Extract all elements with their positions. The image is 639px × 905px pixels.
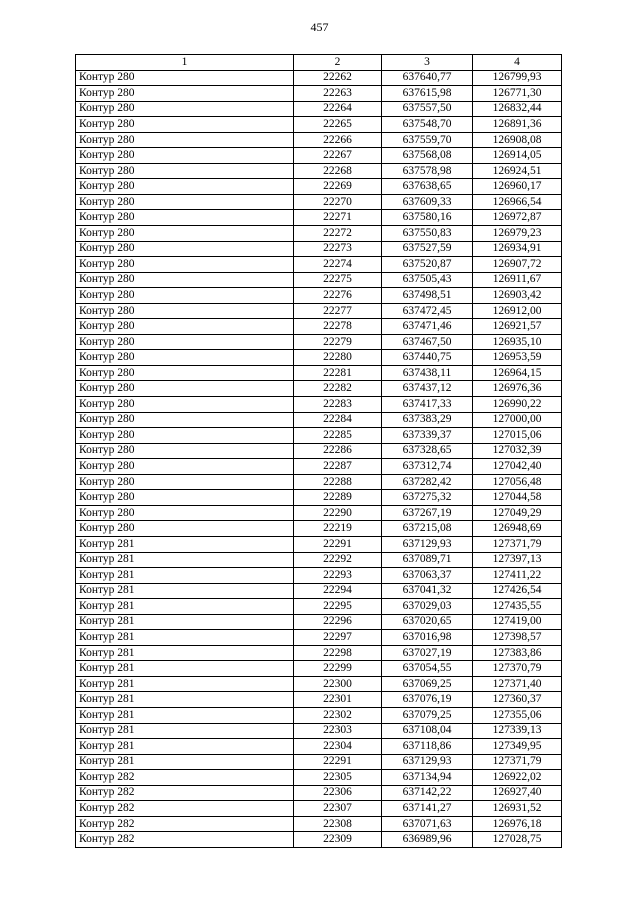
header-col-1: 1 [76,55,294,71]
table-row [76,536,562,552]
contour-name-cell: Контур 281 [76,645,294,661]
contour-name-cell: Контур 281 [76,599,294,615]
contour-name-cell: Контур 280 [76,288,294,304]
table-row [76,785,562,801]
y-coordinate-cell: 127042,40 [473,459,562,475]
contour-name-cell: Контур 281 [76,739,294,755]
x-coordinate-cell: 637076,19 [382,692,473,708]
contour-name-cell: Контур 281 [76,754,294,770]
point-number-cell: 22272 [294,226,382,242]
table-body [76,70,562,847]
point-number-cell: 22274 [294,257,382,273]
point-number-cell: 22283 [294,397,382,413]
y-coordinate-cell: 126948,69 [473,521,562,537]
table-row [76,832,562,848]
point-number-cell: 22286 [294,443,382,459]
y-coordinate-cell: 126972,87 [473,210,562,226]
y-coordinate-cell: 127056,48 [473,474,562,490]
y-coordinate-cell: 126924,51 [473,163,562,179]
contour-name-cell: Контур 280 [76,86,294,102]
contour-name-cell: Контур 280 [76,70,294,86]
x-coordinate-cell: 637638,65 [382,179,473,195]
x-coordinate-cell: 637129,93 [382,754,473,770]
table-row [76,614,562,630]
contour-name-cell: Контур 280 [76,505,294,521]
coordinates-table [75,54,562,848]
y-coordinate-cell: 126927,40 [473,785,562,801]
contour-name-cell: Контур 280 [76,210,294,226]
contour-name-cell: Контур 280 [76,117,294,133]
table-row [76,101,562,117]
header-col-2: 2 [294,55,382,71]
y-coordinate-cell: 127371,79 [473,536,562,552]
table-row [76,505,562,521]
x-coordinate-cell: 637472,45 [382,303,473,319]
contour-name-cell: Контур 280 [76,132,294,148]
point-number-cell: 22219 [294,521,382,537]
table-row [76,443,562,459]
x-coordinate-cell: 637467,50 [382,334,473,350]
y-coordinate-cell: 127398,57 [473,630,562,646]
x-coordinate-cell: 637020,65 [382,614,473,630]
x-coordinate-cell: 637027,19 [382,645,473,661]
x-coordinate-cell: 637505,43 [382,272,473,288]
table-row [76,568,562,584]
y-coordinate-cell: 127411,22 [473,568,562,584]
point-number-cell: 22309 [294,832,382,848]
point-number-cell: 22306 [294,785,382,801]
contour-name-cell: Контур 281 [76,692,294,708]
table-row [76,179,562,195]
point-number-cell: 22289 [294,490,382,506]
contour-name-cell: Контур 281 [76,630,294,646]
x-coordinate-cell: 637520,87 [382,257,473,273]
contour-name-cell: Контур 281 [76,707,294,723]
point-number-cell: 22301 [294,692,382,708]
contour-name-cell: Контур 281 [76,723,294,739]
x-coordinate-cell: 637383,29 [382,412,473,428]
table-row [76,630,562,646]
contour-name-cell: Контур 280 [76,443,294,459]
point-number-cell: 22299 [294,661,382,677]
x-coordinate-cell: 637063,37 [382,568,473,584]
table-row [76,210,562,226]
point-number-cell: 22291 [294,536,382,552]
point-number-cell: 22284 [294,412,382,428]
point-number-cell: 22293 [294,568,382,584]
x-coordinate-cell: 637142,22 [382,785,473,801]
point-number-cell: 22295 [294,599,382,615]
table-row [76,801,562,817]
table-row [76,288,562,304]
table-row [76,552,562,568]
table-row [76,676,562,692]
contour-name-cell: Контур 280 [76,474,294,490]
contour-name-cell: Контур 280 [76,490,294,506]
contour-name-cell: Контур 280 [76,319,294,335]
point-number-cell: 22271 [294,210,382,226]
contour-name-cell: Контур 280 [76,226,294,242]
y-coordinate-cell: 126979,23 [473,226,562,242]
y-coordinate-cell: 127370,79 [473,661,562,677]
y-coordinate-cell: 126960,17 [473,179,562,195]
y-coordinate-cell: 126990,22 [473,397,562,413]
point-number-cell: 22298 [294,645,382,661]
x-coordinate-cell: 637215,08 [382,521,473,537]
contour-name-cell: Контур 280 [76,459,294,475]
contour-name-cell: Контур 280 [76,521,294,537]
x-coordinate-cell: 637089,71 [382,552,473,568]
x-coordinate-cell: 637609,33 [382,194,473,210]
y-coordinate-cell: 126966,54 [473,194,562,210]
point-number-cell: 22304 [294,739,382,755]
point-number-cell: 22277 [294,303,382,319]
table-row [76,707,562,723]
contour-name-cell: Контур 280 [76,148,294,164]
table-row [76,816,562,832]
point-number-cell: 22288 [294,474,382,490]
table-row [76,739,562,755]
x-coordinate-cell: 637559,70 [382,132,473,148]
point-number-cell: 22269 [294,179,382,195]
header-row [76,55,562,71]
x-coordinate-cell: 637029,03 [382,599,473,615]
table-row [76,226,562,242]
x-coordinate-cell: 637615,98 [382,86,473,102]
table-row [76,303,562,319]
x-coordinate-cell: 637141,27 [382,801,473,817]
table-row [76,86,562,102]
contour-name-cell: Контур 280 [76,397,294,413]
table-row [76,117,562,133]
table-row [76,661,562,677]
contour-name-cell: Контур 281 [76,568,294,584]
contour-name-cell: Контур 280 [76,257,294,273]
contour-name-cell: Контур 281 [76,614,294,630]
x-coordinate-cell: 637557,50 [382,101,473,117]
point-number-cell: 22292 [294,552,382,568]
contour-name-cell: Контур 280 [76,101,294,117]
table-row [76,754,562,770]
point-number-cell: 22281 [294,365,382,381]
x-coordinate-cell: 637568,08 [382,148,473,164]
contour-name-cell: Контур 280 [76,381,294,397]
contour-name-cell: Контур 281 [76,661,294,677]
contour-name-cell: Контур 282 [76,770,294,786]
point-number-cell: 22279 [294,334,382,350]
contour-name-cell: Контур 280 [76,428,294,444]
point-number-cell: 22303 [294,723,382,739]
table-row [76,381,562,397]
y-coordinate-cell: 126771,30 [473,86,562,102]
table-row [76,241,562,257]
header-col-4: 4 [473,55,562,71]
point-number-cell: 22266 [294,132,382,148]
point-number-cell: 22263 [294,86,382,102]
table-row [76,412,562,428]
contour-name-cell: Контур 280 [76,163,294,179]
contour-name-cell: Контур 280 [76,194,294,210]
y-coordinate-cell: 126931,52 [473,801,562,817]
y-coordinate-cell: 126976,18 [473,816,562,832]
y-coordinate-cell: 127028,75 [473,832,562,848]
point-number-cell: 22273 [294,241,382,257]
point-number-cell: 22275 [294,272,382,288]
x-coordinate-cell: 637527,59 [382,241,473,257]
table-row [76,163,562,179]
x-coordinate-cell: 637108,04 [382,723,473,739]
y-coordinate-cell: 126935,10 [473,334,562,350]
contour-name-cell: Контур 282 [76,785,294,801]
x-coordinate-cell: 637267,19 [382,505,473,521]
y-coordinate-cell: 126891,36 [473,117,562,133]
y-coordinate-cell: 126922,02 [473,770,562,786]
contour-name-cell: Контур 281 [76,583,294,599]
y-coordinate-cell: 126799,93 [473,70,562,86]
y-coordinate-cell: 126832,44 [473,101,562,117]
y-coordinate-cell: 126908,08 [473,132,562,148]
point-number-cell: 22287 [294,459,382,475]
table-row [76,257,562,273]
point-number-cell: 22297 [294,630,382,646]
point-number-cell: 22262 [294,70,382,86]
page-number: 457 [310,20,329,34]
x-coordinate-cell: 636989,96 [382,832,473,848]
x-coordinate-cell: 637471,46 [382,319,473,335]
x-coordinate-cell: 637438,11 [382,365,473,381]
x-coordinate-cell: 637440,75 [382,350,473,366]
y-coordinate-cell: 126934,91 [473,241,562,257]
contour-name-cell: Контур 280 [76,365,294,381]
point-number-cell: 22265 [294,117,382,133]
table-row [76,459,562,475]
y-coordinate-cell: 127419,00 [473,614,562,630]
point-number-cell: 22280 [294,350,382,366]
x-coordinate-cell: 637437,12 [382,381,473,397]
table-row [76,583,562,599]
table-header [76,55,562,71]
x-coordinate-cell: 637282,42 [382,474,473,490]
y-coordinate-cell: 127339,13 [473,723,562,739]
table-row [76,490,562,506]
table-row [76,319,562,335]
table-row [76,272,562,288]
y-coordinate-cell: 127355,06 [473,707,562,723]
x-coordinate-cell: 637071,63 [382,816,473,832]
x-coordinate-cell: 637328,65 [382,443,473,459]
point-number-cell: 22285 [294,428,382,444]
table-row [76,397,562,413]
y-coordinate-cell: 126907,72 [473,257,562,273]
x-coordinate-cell: 637578,98 [382,163,473,179]
contour-name-cell: Контур 281 [76,552,294,568]
point-number-cell: 22308 [294,816,382,832]
y-coordinate-cell: 127360,37 [473,692,562,708]
y-coordinate-cell: 126911,67 [473,272,562,288]
point-number-cell: 22264 [294,101,382,117]
y-coordinate-cell: 127371,40 [473,676,562,692]
table-row [76,132,562,148]
contour-name-cell: Контур 280 [76,412,294,428]
x-coordinate-cell: 637129,93 [382,536,473,552]
x-coordinate-cell: 637016,98 [382,630,473,646]
point-number-cell: 22291 [294,754,382,770]
y-coordinate-cell: 127435,55 [473,599,562,615]
point-number-cell: 22270 [294,194,382,210]
point-number-cell: 22276 [294,288,382,304]
contour-name-cell: Контур 280 [76,241,294,257]
contour-name-cell: Контур 280 [76,350,294,366]
y-coordinate-cell: 127015,06 [473,428,562,444]
point-number-cell: 22268 [294,163,382,179]
y-coordinate-cell: 126921,57 [473,319,562,335]
x-coordinate-cell: 637041,32 [382,583,473,599]
y-coordinate-cell: 126914,05 [473,148,562,164]
point-number-cell: 22278 [294,319,382,335]
point-number-cell: 22296 [294,614,382,630]
contour-name-cell: Контур 281 [76,676,294,692]
point-number-cell: 22305 [294,770,382,786]
y-coordinate-cell: 126953,59 [473,350,562,366]
y-coordinate-cell: 127044,58 [473,490,562,506]
point-number-cell: 22267 [294,148,382,164]
x-coordinate-cell: 637640,77 [382,70,473,86]
contour-name-cell: Контур 282 [76,832,294,848]
table-row [76,70,562,86]
x-coordinate-cell: 637079,25 [382,707,473,723]
x-coordinate-cell: 637054,55 [382,661,473,677]
contour-name-cell: Контур 280 [76,303,294,319]
x-coordinate-cell: 637134,94 [382,770,473,786]
x-coordinate-cell: 637275,32 [382,490,473,506]
table-row [76,194,562,210]
header-col-3: 3 [382,55,473,71]
x-coordinate-cell: 637069,25 [382,676,473,692]
point-number-cell: 22307 [294,801,382,817]
y-coordinate-cell: 127426,54 [473,583,562,599]
point-number-cell: 22302 [294,707,382,723]
y-coordinate-cell: 127000,00 [473,412,562,428]
x-coordinate-cell: 637312,74 [382,459,473,475]
y-coordinate-cell: 126964,15 [473,365,562,381]
x-coordinate-cell: 637550,83 [382,226,473,242]
table-row [76,474,562,490]
point-number-cell: 22300 [294,676,382,692]
table-row [76,599,562,615]
point-number-cell: 22294 [294,583,382,599]
point-number-cell: 22290 [294,505,382,521]
contour-name-cell: Контур 282 [76,801,294,817]
y-coordinate-cell: 127397,13 [473,552,562,568]
y-coordinate-cell: 126903,42 [473,288,562,304]
table-row [76,723,562,739]
table-row [76,365,562,381]
table-row [76,692,562,708]
x-coordinate-cell: 637118,86 [382,739,473,755]
y-coordinate-cell: 127383,86 [473,645,562,661]
table-row [76,645,562,661]
y-coordinate-cell: 126912,00 [473,303,562,319]
y-coordinate-cell: 127049,29 [473,505,562,521]
table-row [76,148,562,164]
contour-name-cell: Контур 280 [76,179,294,195]
table-row [76,428,562,444]
table-row [76,334,562,350]
y-coordinate-cell: 127371,79 [473,754,562,770]
x-coordinate-cell: 637498,51 [382,288,473,304]
contour-name-cell: Контур 280 [76,334,294,350]
y-coordinate-cell: 127349,95 [473,739,562,755]
x-coordinate-cell: 637417,33 [382,397,473,413]
table-row [76,350,562,366]
contour-name-cell: Контур 281 [76,536,294,552]
contour-name-cell: Контур 280 [76,272,294,288]
point-number-cell: 22282 [294,381,382,397]
y-coordinate-cell: 127032,39 [473,443,562,459]
table-row [76,770,562,786]
x-coordinate-cell: 637548,70 [382,117,473,133]
contour-name-cell: Контур 282 [76,816,294,832]
x-coordinate-cell: 637580,16 [382,210,473,226]
y-coordinate-cell: 126976,36 [473,381,562,397]
table-row [76,521,562,537]
x-coordinate-cell: 637339,37 [382,428,473,444]
